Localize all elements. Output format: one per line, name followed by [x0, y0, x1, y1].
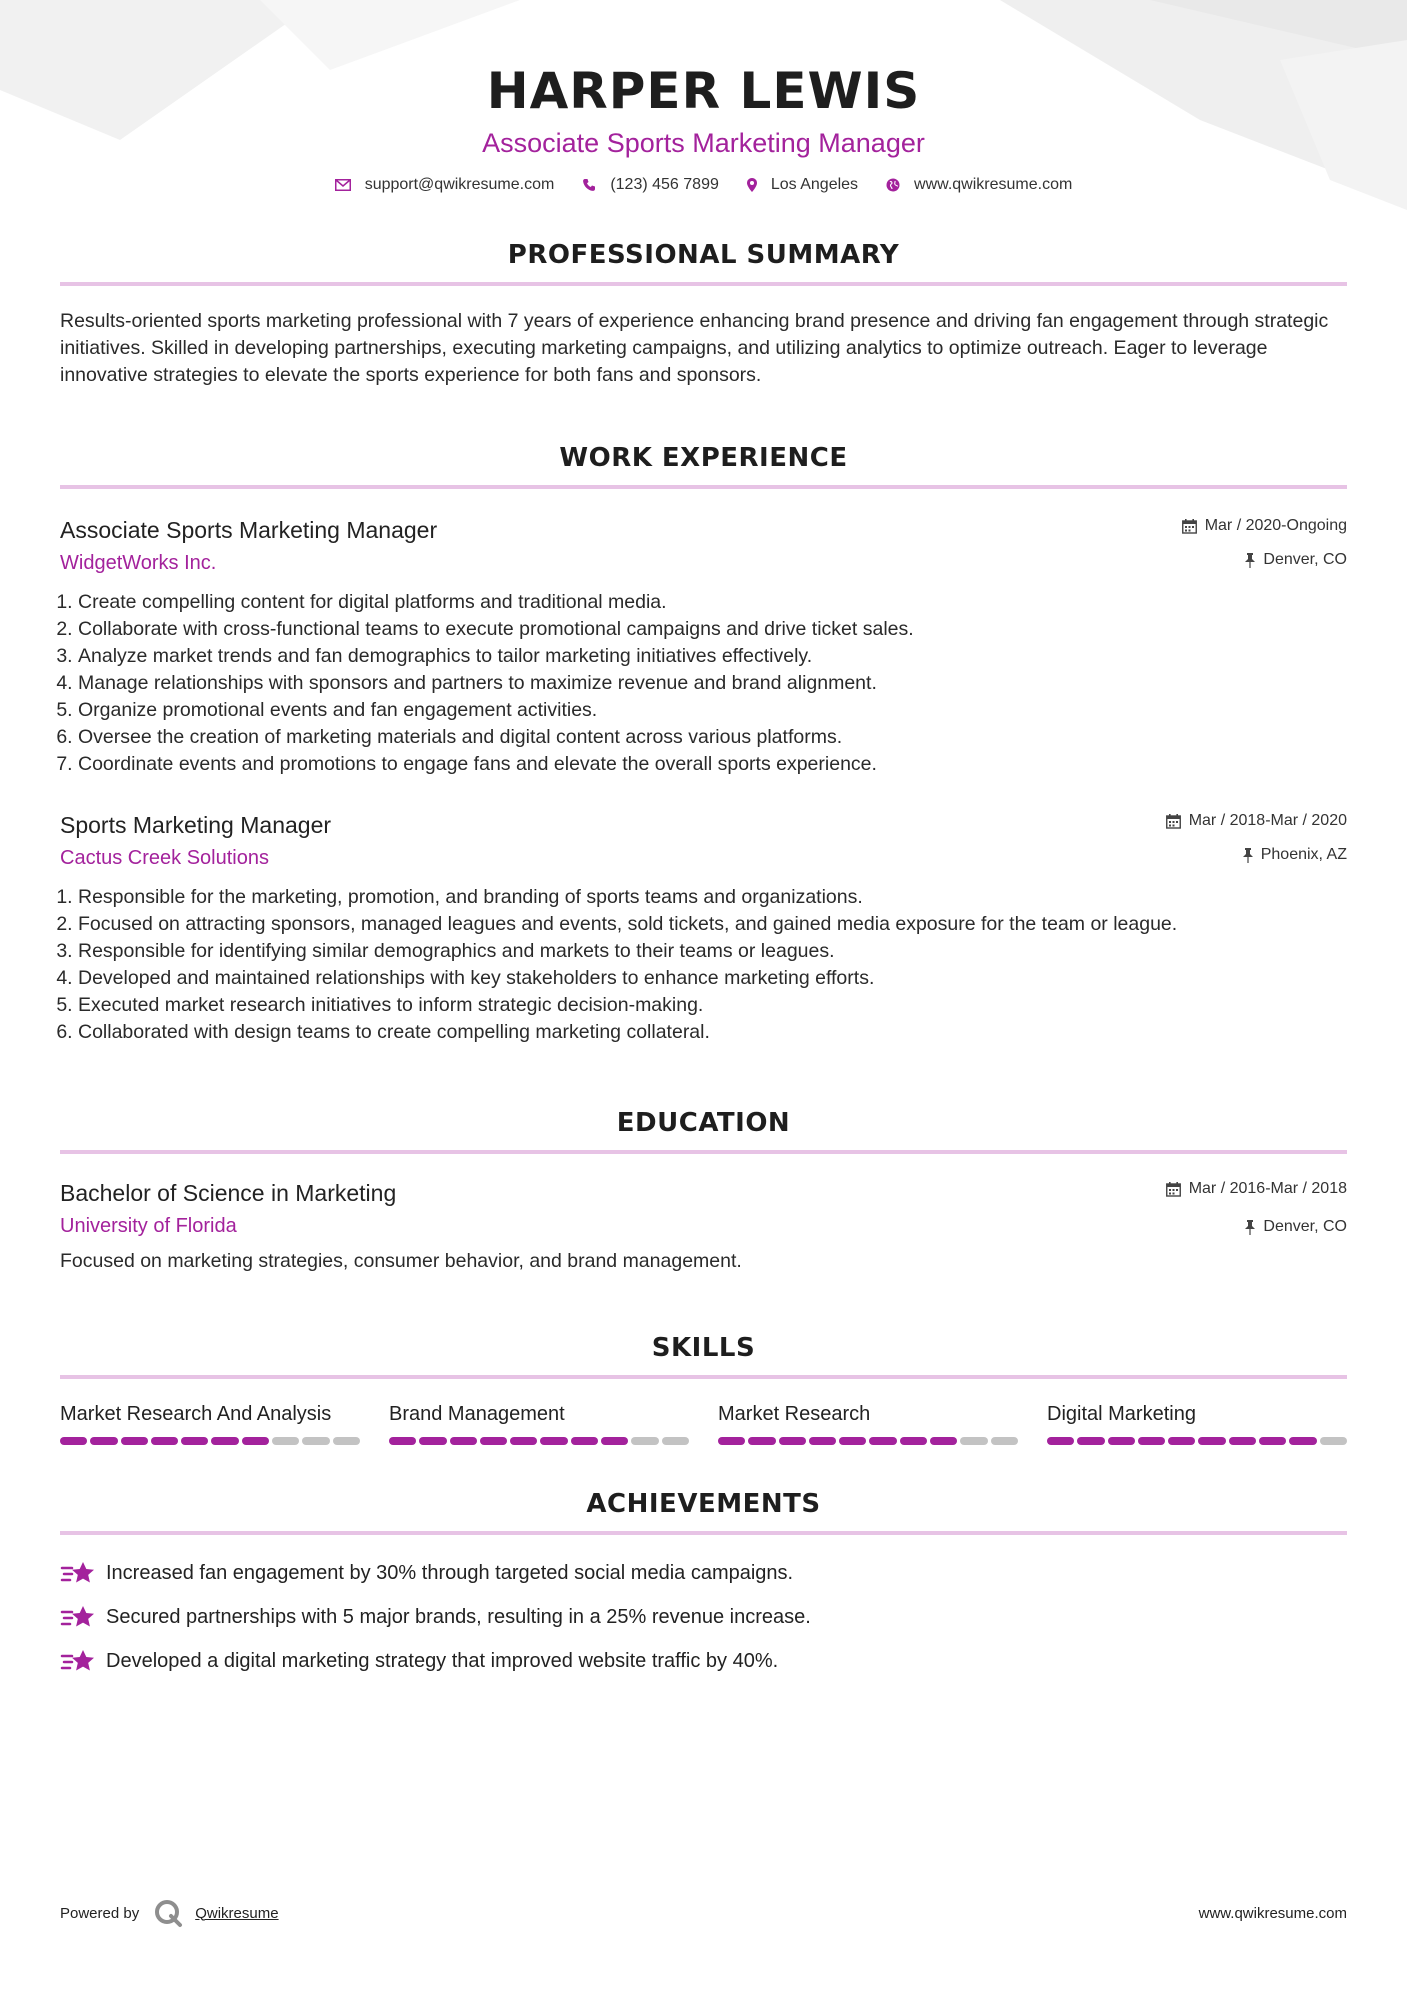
skill-segment-filled [510, 1437, 537, 1445]
skill-segment-filled [450, 1437, 477, 1445]
skill-segment-filled [1289, 1437, 1316, 1445]
shooting-star-icon [60, 1647, 96, 1675]
section-divider [60, 485, 1347, 489]
contact-website-text: www.qwikresume.com [914, 176, 1073, 193]
skill-segment-empty [631, 1437, 658, 1445]
skill-segment-filled [211, 1437, 238, 1445]
qwikresume-link[interactable]: Qwikresume [195, 1904, 279, 1922]
summary-heading: PROFESSIONAL SUMMARY [507, 240, 900, 270]
skill-item [389, 1401, 689, 1445]
contact-location-text: Los Angeles [770, 176, 859, 193]
pushpin-icon [1243, 848, 1253, 863]
skills-list [60, 1401, 1347, 1445]
skill-segment-filled [121, 1437, 148, 1445]
list-item: 1. Create compelling content for digital platforms and traditional media. [78, 589, 1347, 616]
contact-email[interactable] [335, 176, 555, 194]
skill-segment-empty [272, 1437, 299, 1445]
skill-segment-filled [748, 1437, 775, 1445]
skill-segment-filled [419, 1437, 446, 1445]
footer-website-link[interactable]: www.qwikresume.com [1198, 1904, 1347, 1922]
job-location: Denver, CO [1263, 551, 1347, 568]
qwikresume-logo-icon [153, 1898, 183, 1928]
envelope-icon [335, 179, 351, 191]
skill-segment-filled [1198, 1437, 1225, 1445]
summary-section [60, 240, 1347, 389]
pushpin-icon [1245, 1220, 1255, 1235]
list-item: 6. Collaborated with design teams to create compelling marketing collateral. [78, 1019, 1347, 1046]
list-item: 4. Manage relationships with sponsors and partners to maximize revenue and brand alignment. [78, 670, 1347, 697]
list-item: 3. Analyze market trends and fan demographics to tailor marketing initiatives effectively. [78, 643, 1347, 670]
skill-segment-filled [779, 1437, 806, 1445]
skill-segment-filled [389, 1437, 416, 1445]
skill-item [1047, 1401, 1347, 1445]
list-item: 2. Collaborate with cross-functional teams to execute promotional campaigns and drive ticket sales. [78, 616, 1347, 643]
skill-level-bar [718, 1437, 1018, 1445]
achievements-section [60, 1489, 1347, 1677]
education-description: Focused on marketing strategies, consumer behavior, and brand management. [60, 1250, 742, 1272]
list-item: 1. Responsible for the marketing, promotion, and branding of sports teams and organizations. [78, 884, 1347, 911]
contact-phone-text: (123) 456 7899 [610, 176, 719, 193]
skill-segment-empty [662, 1437, 689, 1445]
skill-segment-filled [540, 1437, 567, 1445]
education-location: Denver, CO [1263, 1218, 1347, 1235]
calendar-icon [1182, 519, 1197, 534]
contact-bar [60, 176, 1347, 194]
achievement-text: Increased fan engagement by 30% through targeted social media campaigns. [106, 1561, 794, 1584]
globe-icon [886, 178, 900, 192]
summary-text: Results-oriented sports marketing professional with 7 years of experience enhancing brand presence and driving fan engagement through strategic initiatives. Skilled in developing partnerships, executing marketing campaigns, and utilizing analytics to optimize outreach. Eager to leverage innovative strategies to elevate the sports experience for both fans and sponsors. [60, 310, 1329, 386]
skill-level-bar [389, 1437, 689, 1445]
job-location: Phoenix, AZ [1260, 846, 1347, 863]
map-marker-icon [747, 178, 757, 192]
job-entry [60, 515, 1347, 778]
shooting-star-icon [60, 1559, 96, 1587]
skill-segment-filled [601, 1437, 628, 1445]
achievements-list [60, 1557, 1347, 1677]
skill-name: Market Research [718, 1403, 871, 1425]
section-divider [60, 1150, 1347, 1154]
skill-item [60, 1401, 360, 1445]
education-section [60, 1108, 1347, 1275]
list-item [60, 1645, 1347, 1677]
skill-segment-empty [333, 1437, 360, 1445]
resume-header [60, 0, 1347, 194]
skill-segment-filled [181, 1437, 208, 1445]
skill-name: Brand Management [389, 1403, 565, 1425]
skill-level-bar [1047, 1437, 1347, 1445]
job-title: Sports Marketing Manager [60, 812, 332, 838]
work-section [60, 443, 1347, 1046]
skill-segment-filled [1138, 1437, 1165, 1445]
job-dates: Mar / 2018-Mar / 2020 [1188, 812, 1347, 829]
section-divider [60, 282, 1347, 286]
skill-segment-filled [1168, 1437, 1195, 1445]
skill-segment-filled [480, 1437, 507, 1445]
phone-icon [582, 178, 596, 192]
education-dates: Mar / 2016-Mar / 2018 [1188, 1180, 1347, 1197]
skill-segment-empty [960, 1437, 987, 1445]
list-item [60, 1557, 1347, 1589]
list-item: 4. Developed and maintained relationships with key stakeholders to enhance marketing efforts. [78, 965, 1347, 992]
contact-website[interactable] [886, 176, 1072, 194]
skill-segment-empty [302, 1437, 329, 1445]
pushpin-icon [1245, 553, 1255, 568]
skill-segment-empty [1320, 1437, 1347, 1445]
list-item: 5. Organize promotional events and fan engagement activities. [78, 697, 1347, 724]
section-divider [60, 1375, 1347, 1379]
list-item [60, 1601, 1347, 1633]
job-duties [60, 884, 1347, 1046]
skills-heading: SKILLS [651, 1333, 756, 1363]
skills-section [60, 1333, 1347, 1445]
job-company: WidgetWorks Inc. [60, 552, 217, 574]
skill-segment-filled [930, 1437, 957, 1445]
skill-segment-filled [60, 1437, 87, 1445]
contact-phone[interactable] [582, 176, 719, 194]
job-title: Associate Sports Marketing Manager [60, 517, 438, 543]
achievement-text: Developed a digital marketing strategy that improved website traffic by 40%. [106, 1649, 779, 1672]
skill-segment-filled [809, 1437, 836, 1445]
achievement-text: Secured partnerships with 5 major brands, resulting in a 25% revenue increase. [106, 1605, 811, 1628]
list-item: 7. Coordinate events and promotions to engage fans and elevate the overall sports experience. [78, 751, 1347, 778]
job-entry [60, 810, 1347, 1046]
contact-email-text: support@qwikresume.com [364, 176, 555, 193]
skill-segment-filled [1077, 1437, 1104, 1445]
list-item: 2. Focused on attracting sponsors, managed leagues and events, sold tickets, and gained media exposure for the team or league. [78, 911, 1347, 938]
skill-segment-filled [90, 1437, 117, 1445]
contact-location [747, 176, 858, 194]
job-meta [1166, 810, 1347, 866]
skill-segment-filled [242, 1437, 269, 1445]
school-name: University of Florida [60, 1215, 237, 1237]
skill-segment-filled [839, 1437, 866, 1445]
skill-segment-filled [151, 1437, 178, 1445]
education-entry [60, 1178, 1347, 1275]
skill-segment-filled [718, 1437, 745, 1445]
skill-segment-filled [900, 1437, 927, 1445]
job-company: Cactus Creek Solutions [60, 847, 269, 869]
skill-segment-filled [1229, 1437, 1256, 1445]
skill-segment-filled [1259, 1437, 1286, 1445]
shooting-star-icon [60, 1603, 96, 1631]
skill-segment-filled [1047, 1437, 1074, 1445]
skill-segment-filled [1108, 1437, 1135, 1445]
list-item: 3. Responsible for identifying similar demographics and markets to their teams or leagues. [78, 938, 1347, 965]
list-item: 6. Oversee the creation of marketing materials and digital content across various platforms. [78, 724, 1347, 751]
page-footer [60, 1898, 1347, 1928]
skill-level-bar [60, 1437, 360, 1445]
education-meta [1166, 1178, 1347, 1238]
skill-segment-filled [571, 1437, 598, 1445]
candidate-name: HARPER LEWIS [486, 62, 921, 120]
skill-item [718, 1401, 1018, 1445]
list-item: 5. Executed market research initiatives to inform strategic decision-making. [78, 992, 1347, 1019]
achievements-heading: ACHIEVEMENTS [586, 1489, 821, 1519]
skill-name: Digital Marketing [1047, 1403, 1196, 1425]
skill-segment-filled [869, 1437, 896, 1445]
candidate-title: Associate Sports Marketing Manager [482, 128, 925, 158]
powered-by-label: Powered by [60, 1904, 140, 1922]
job-dates: Mar / 2020-Ongoing [1204, 517, 1347, 534]
job-meta [1182, 515, 1347, 571]
section-divider [60, 1531, 1347, 1535]
calendar-icon [1166, 814, 1181, 829]
skill-segment-empty [991, 1437, 1018, 1445]
work-heading: WORK EXPERIENCE [559, 443, 848, 473]
education-heading: EDUCATION [616, 1108, 791, 1138]
job-duties [60, 589, 1347, 778]
degree-title: Bachelor of Science in Marketing [60, 1180, 397, 1206]
skill-name: Market Research And Analysis [60, 1403, 332, 1425]
powered-by [60, 1898, 279, 1928]
calendar-icon [1166, 1182, 1181, 1197]
